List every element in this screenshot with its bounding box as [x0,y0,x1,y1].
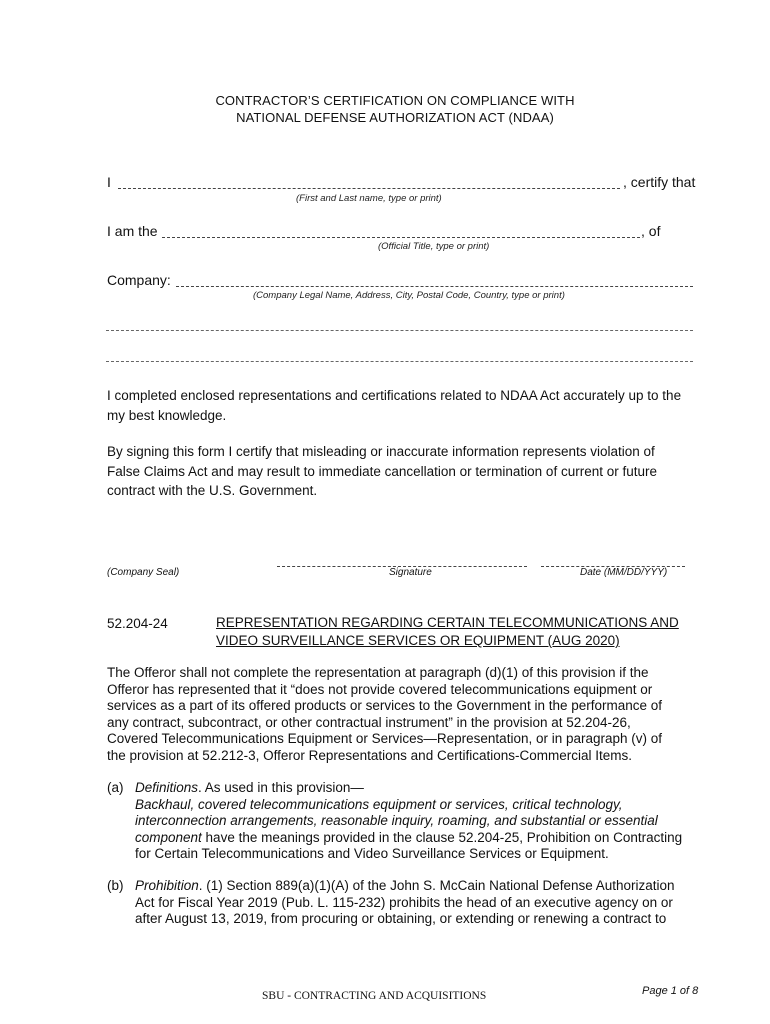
statement-2-line-3: contract with the U.S. Government. [107,483,318,498]
prohibition-line-2: Act for Fiscal Year 2019 (Pub. L. 115-232) prohibits the head of an executive agency on or [135,894,673,910]
prohibition-line-1: . (1) Section 889(a)(1)(A) of the John S. McCain National Defense Authorization [198,878,675,893]
date-label: Date (MM/DD/YYY) [580,567,668,578]
name-suffix: , certify that [623,174,696,190]
statement-1-line-1: I completed enclosed representations and certifications related to NDAA Act accurately up to the [107,388,682,403]
intro-line: Covered Telecommunications Equipment or Services—Representation, or in paragraph (v) of [107,731,663,746]
statement-2-line-1: By signing this form I certify that misleading or inaccurate information represents violation of [107,444,655,459]
prohibition-line-3: after August 13, 2019, from procuring or obtaining, or extending or renewing a contract to [135,911,667,926]
prohibition-heading: Prohibition [135,878,199,893]
definitions-terms-line-2: interconnection arrangements, reasonable inquiry, roaming, and substantial or essential [135,813,658,828]
signature-label: Signature [389,567,432,578]
name-prefix: I [107,174,111,190]
statement-2-line-2: False Claims Act and may result to immediate cancellation or termination of current or future [107,463,657,479]
document-title-line-1: CONTRACTOR’S CERTIFICATION ON COMPLIANCE WITH [215,93,575,108]
company-address-line-2[interactable] [106,361,693,362]
intro-line: Offeror has represented that it “does not provide covered telecommunications equipment or [107,681,653,697]
official-title-hint: (Official Title, type or print) [378,241,490,252]
definitions-terms-line-1: Backhaul, covered telecommunications equipment or services, critical technology, [135,796,623,812]
item-a-definitions [135,780,715,863]
section-title-line-2: VIDEO SURVEILLANCE SERVICES OR EQUIPMENT (AUG 2020) [216,633,620,648]
title-suffix: , of [641,223,661,239]
section-title [216,614,679,650]
statement-1 [107,386,707,425]
company-label: Company: [107,272,171,288]
intro-line: services as a part of its offered products or services to the Government in the performance of [107,698,663,713]
definitions-terms-line-3: component [135,829,202,845]
official-title-field[interactable] [162,237,640,238]
company-field[interactable] [176,286,693,287]
name-field-hint: (First and Last name, type or print) [296,193,442,204]
item-b-prohibition [135,878,715,928]
company-address-line-1[interactable] [106,330,693,331]
item-a-label: (a) [107,780,124,795]
company-field-hint: (Company Legal Name, Address, City, Postal Code, Country, type or print) [253,290,565,301]
definitions-line-4: for Certain Telecommunications and Video Surveillance Services or Equipment. [135,846,609,861]
statement-1-line-2: my best knowledge. [107,407,227,423]
intro-line: any contract, subcontract, or other contractual instrument” in the provision at 52.204-26, [107,714,631,730]
item-b-label: (b) [107,878,124,893]
definitions-meaning: have the meanings provided in the clause 52.204-25, Prohibition on Contracting [201,829,683,845]
footer-org: SBU - CONTRACTING AND ACQUISITIONS [262,990,487,1002]
definitions-lead: . As used in this provision— [198,780,364,795]
company-seal-label: (Company Seal) [107,567,180,578]
title-prefix: I am the [107,223,158,239]
section-intro [107,665,707,764]
name-field[interactable] [118,188,620,189]
intro-line: The Offeror shall not complete the representation at paragraph (d)(1) of this provision if the [107,665,649,680]
section-title-line-1: REPRESENTATION REGARDING CERTAIN TELECOMMUNICATIONS AND [216,615,679,630]
definitions-heading: Definitions [135,780,199,795]
statement-2 [107,442,707,501]
page-number: Page 1 of 8 [642,985,699,997]
intro-line: the provision at 52.212-3, Offeror Representations and Certifications-Commercial Items. [107,747,632,763]
document-title-line-2: NATIONAL DEFENSE AUTHORIZATION ACT (NDAA) [236,110,554,125]
section-number: 52.204-24 [107,616,168,631]
